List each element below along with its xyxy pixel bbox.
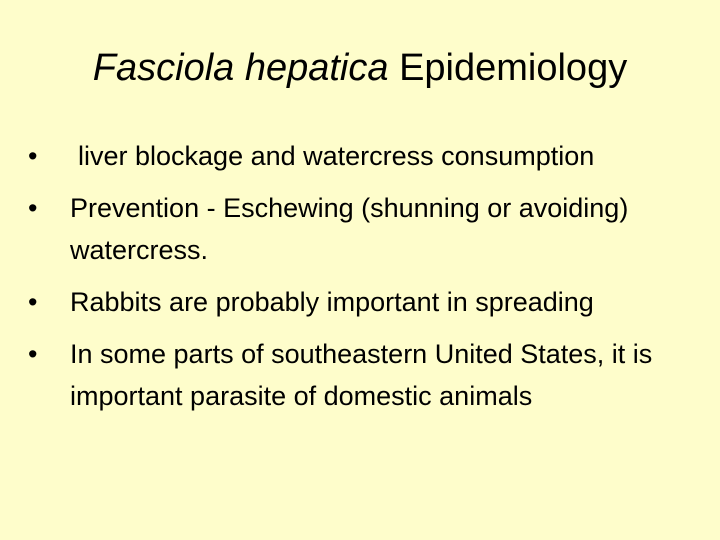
slide-title: [0, 44, 720, 92]
title-topic: Epidemiology: [388, 47, 628, 89]
bullet-item: [28, 187, 708, 271]
bullet-item: [28, 135, 708, 177]
bullet-dot: •: [28, 287, 38, 317]
bullet-text: Prevention - Eschewing (shunning or avoiding) watercress.: [70, 193, 629, 265]
bullet-item: [28, 333, 708, 417]
bullet-dot: •: [28, 193, 38, 223]
bullet-text: In some parts of southeastern United States, it is important parasite of domestic animals: [70, 339, 653, 411]
bullet-dot: •: [28, 339, 38, 369]
bullet-text: Rabbits are probably important in spreading: [70, 287, 594, 317]
bullet-dot: •: [28, 141, 38, 171]
bullet-item: [28, 281, 708, 323]
bullet-list: [28, 135, 708, 427]
bullet-text: liver blockage and watercress consumption: [78, 141, 595, 171]
title-species-name: Fasciola hepatica: [92, 47, 389, 89]
